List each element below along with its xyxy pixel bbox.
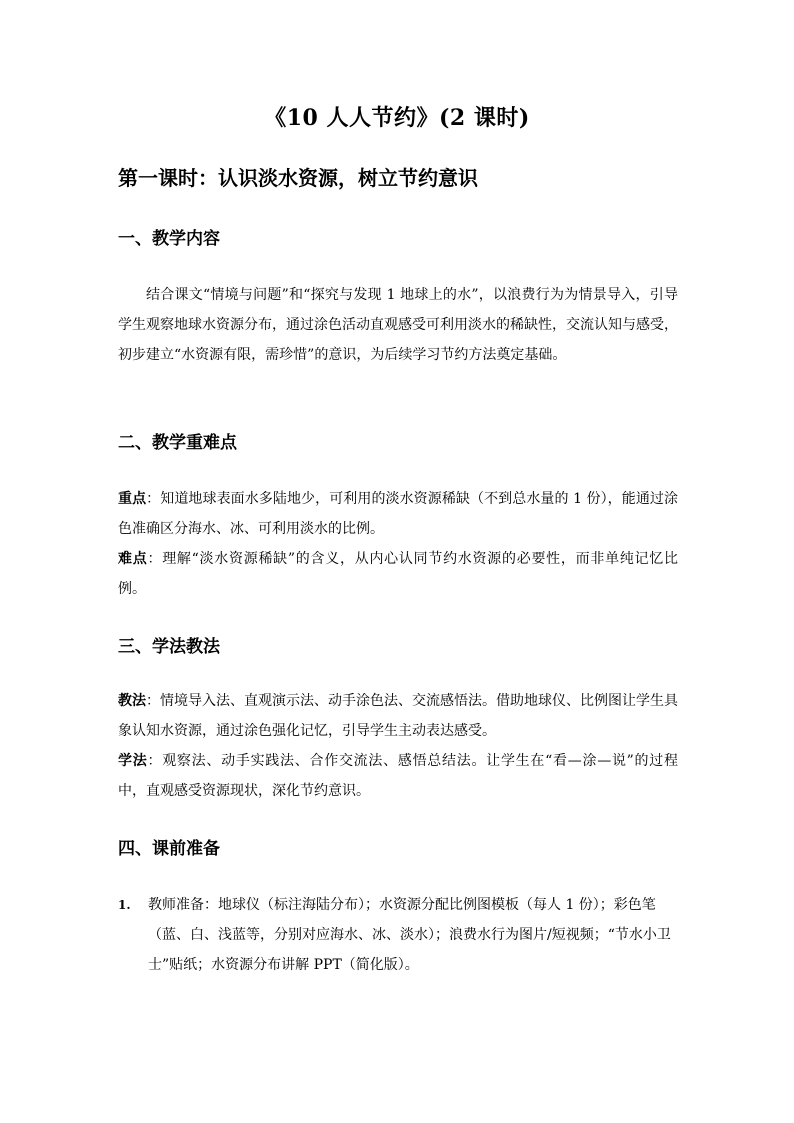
difficulty-paragraph [118, 544, 678, 604]
list-item-text: 教师准备：地球仪（标注海陆分布）；水资源分配比例图模板（每人 1 份）；彩色笔（蓝、白、浅蓝等，分别对应海水、冰、淡水）；浪费水行为图片/短视频；“节水小卫士”贴纸；水资源分布讲解 PPT（简化版）。 [148, 897, 671, 973]
section-heading-preparation: 四、课前准备 [118, 839, 220, 859]
learning-method-label: 学法 [118, 753, 148, 769]
list-item [118, 890, 684, 980]
teaching-method-paragraph [118, 686, 678, 746]
section-heading-content: 一、教学内容 [118, 229, 220, 249]
difficulty-text: ：理解“淡水资源稀缺”的含义，从内心认同节约水资源的必要性，而非单纯记忆比例。 [118, 551, 679, 597]
section-heading-key-points: 二、教学重难点 [118, 433, 237, 453]
teaching-method-label: 教法 [118, 693, 146, 709]
key-point-label: 重点 [118, 491, 147, 507]
document-title: 《10 人人节约》(2 课时) [264, 105, 530, 131]
difficulty-label: 难点 [118, 551, 148, 567]
key-point-text: ：知道地球表面水多陆地少，可利用的淡水资源稀缺（不到总水量的 1 份），能通过涂色准确区分海水、冰、可利用淡水的比例。 [118, 491, 679, 537]
content-paragraph: 结合课文“情境与问题”和“探究与发现 1 地球上的水”，以浪费行为为情景导入，引导学生观察地球水资源分布，通过涂色活动直观感受可利用淡水的稀缺性，交流认知与感受，初步建立“水资源有限，需珍惜”的意识，为后续学习节约方法奠定基础。 [118, 287, 678, 363]
teaching-method-text: ：情境导入法、直观演示法、动手涂色法、交流感悟法。借助地球仪、比例图让学生具象认知水资源，通过涂色强化记忆，引导学生主动表达感受。 [118, 693, 678, 739]
key-point-paragraph [118, 484, 678, 544]
section-heading-methods: 三、学法教法 [118, 637, 220, 657]
learning-method-paragraph [118, 746, 678, 806]
lesson-title: 第一课时：认识淡水资源，树立节约意识 [118, 166, 478, 190]
learning-method-text: ：观察法、动手实践法、合作交流法、感悟总结法。让学生在“看—涂—说”的过程中，直观感受资源现状，深化节约意识。 [118, 753, 679, 799]
list-item-marker: 1. [118, 898, 131, 912]
